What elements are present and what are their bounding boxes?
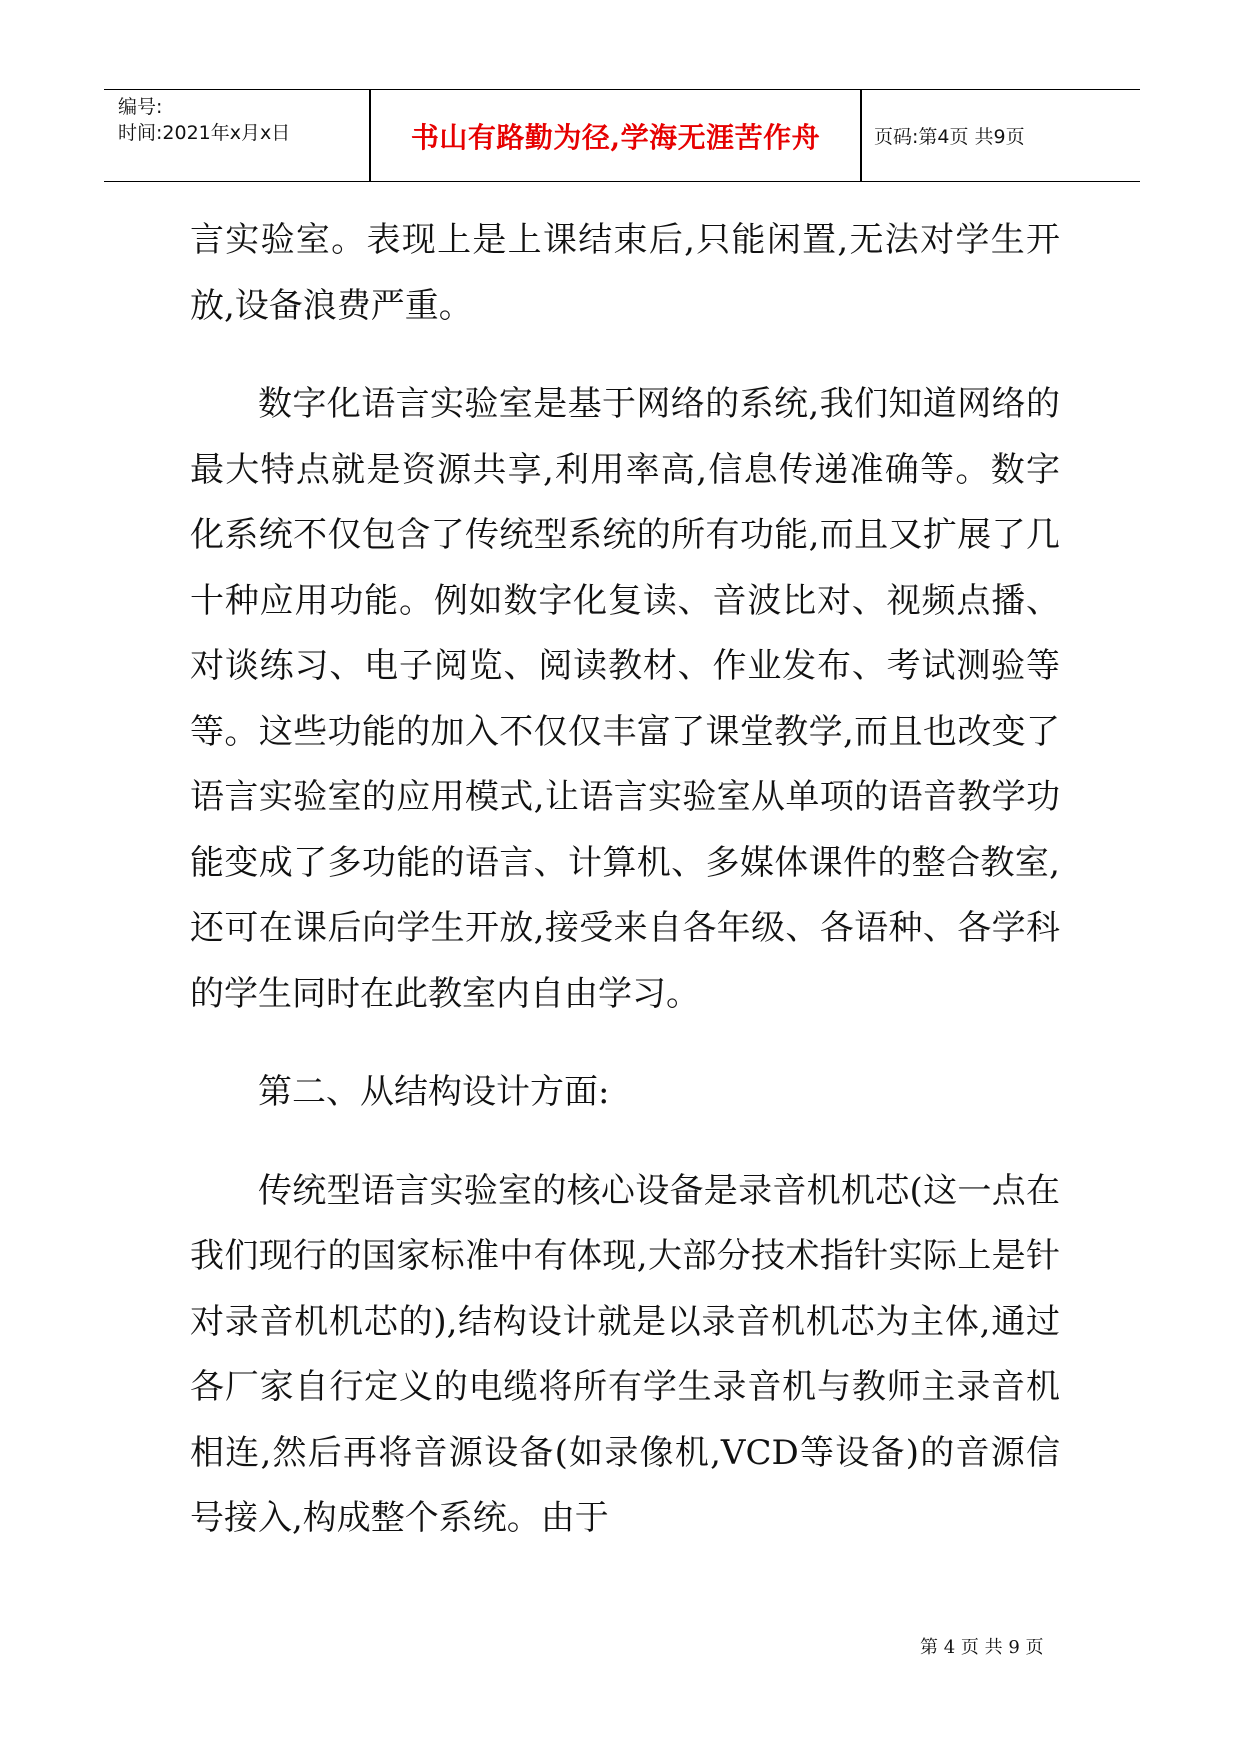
body-paragraph: 数字化语言实验室是基于网络的系统,我们知道网络的最大特点就是资源共享,利用率高,信息传递准确等。数字化系统不仅包含了传统型系统的所有功能,而且又扩展了几十种应用功能。例如数字化复读、音波比对、视频点播、对谈练习、电子阅览、阅读教材、作业发布、考试测验等等。这些功能的加入不仅仅丰富了课堂教学,而且也改变了语言实验室的应用模式,让语言实验室从单项的语音教学功能变成了多功能的语言、计算机、多媒体课件的整合教室,还可在课后向学生开放,接受来自各年级、各语种、各学科的学生同时在此教室内自由学习。 — [190, 384, 1060, 1014]
header-divider — [860, 90, 862, 181]
header-motto: 书山有路勤为径,学海无涯苦作舟 — [410, 120, 821, 154]
body-paragraph: 言实验室。表现上是上课结束后,只能闲置,无法对学生开放,设备浪费严重。 — [190, 220, 1060, 326]
page-header — [104, 89, 1140, 182]
document-time-label: 时间:2021年x月x日 — [118, 122, 291, 144]
page-footer: 第 4 页 共 9 页 — [920, 1637, 1044, 1658]
body-paragraph: 传统型语言实验室的核心设备是录音机机芯(这一点在我们现行的国家标准中有体现,大部分技术指针实际上是针对录音机机芯的),结构设计就是以录音机机芯为主体,通过各厂家自行定义的电缆将所有学生录音机与教师主录音机相连,然后再将音源设备(如录像机,VCD等设备)的音源信号接入,构成整个系统。由于 — [190, 1170, 1060, 1538]
header-page-code: 页码:第4页 共9页 — [874, 126, 1025, 148]
section-heading: 第二、从结构设计方面: — [258, 1072, 610, 1112]
document-number-label: 编号: — [118, 96, 163, 118]
header-meta — [104, 90, 369, 181]
document-body — [190, 208, 1060, 1552]
